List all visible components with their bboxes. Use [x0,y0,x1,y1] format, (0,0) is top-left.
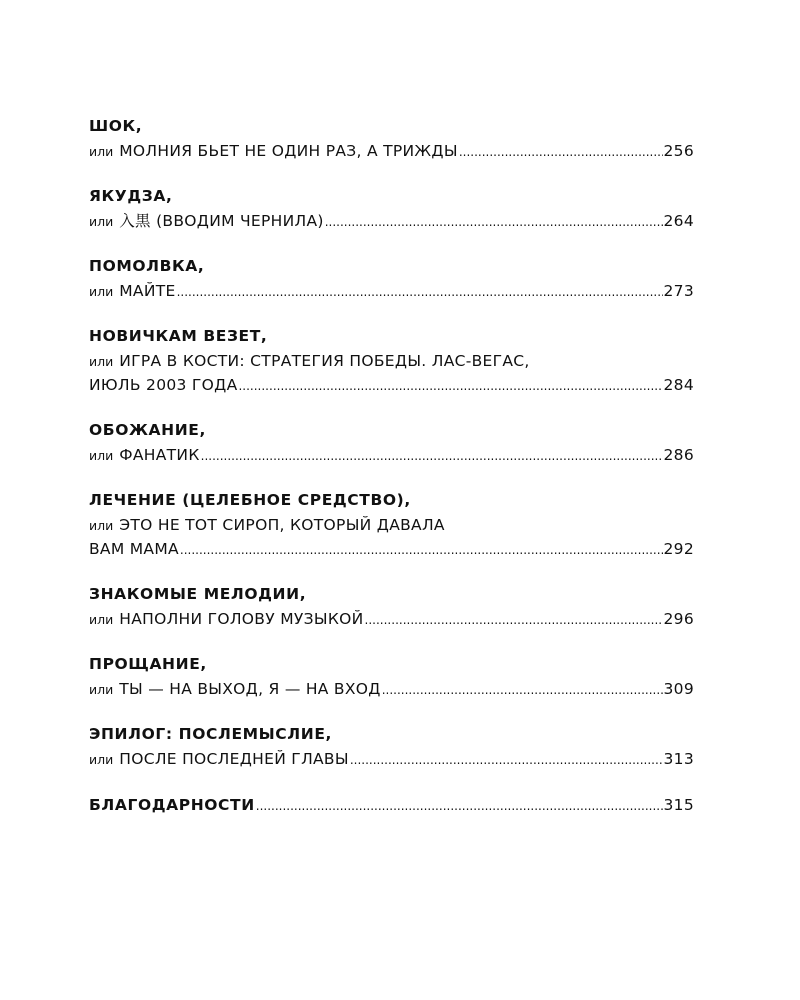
toc-entry-acknowledgements[interactable] [89,793,694,817]
toc-entry-title: БЛАГОДАРНОСТИ [89,796,255,814]
toc-entry-title: ЗНАКОМЫЕ МЕЛОДИИ, [89,585,307,603]
toc-entry-subtitle: 入黒 (ВВОДИМ ЧЕРНИЛА) [119,212,324,230]
toc-entry-page-number: 309 [663,680,694,698]
toc-entry-prefix: или [89,144,114,159]
toc-entry-title: ПОМОЛВКА, [89,257,205,275]
toc-entry-line [89,373,694,397]
toc-entry[interactable] [89,419,694,467]
toc-entry-title: ЯКУДЗА, [89,187,173,205]
toc-entry-line [89,139,694,163]
toc-entry-title: ОБОЖАНИЕ, [89,421,206,439]
toc-entry-prefix: или [89,284,114,299]
toc-entry-line [89,607,694,631]
dot-leader [177,280,663,304]
toc-entry-prefix: или [89,354,114,369]
toc-entry-subtitle: ТЫ — НА ВЫХОД, Я — НА ВХОД [119,680,381,698]
toc-entry-subtitle: МОЛНИЯ БЬЕТ НЕ ОДИН РАЗ, А ТРИЖДЫ [119,142,458,160]
toc-entry-subtitle: ЭТО НЕ ТОТ СИРОП, КОТОРЫЙ ДАВАЛА [119,516,445,534]
table-of-contents [89,115,694,839]
toc-entry-prefix: или [89,448,114,463]
toc-entry-title: ЛЕЧЕНИЕ (ЦЕЛЕБНОЕ СРЕДСТВО), [89,491,411,509]
toc-entry-prefix: или [89,518,114,533]
toc-entry-subtitle: ФАНАТИК [119,446,200,464]
toc-entry-prefix: или [89,752,114,767]
toc-entry-subtitle: МАЙТЕ [119,282,176,300]
toc-entry[interactable] [89,185,694,233]
toc-entry-line [89,349,694,373]
toc-entry-line [89,537,694,561]
toc-entry-page-number: 264 [663,212,694,230]
toc-entry[interactable] [89,723,694,771]
toc-entry-page-number: 296 [663,610,694,628]
toc-entry-line [89,209,694,233]
toc-entry-prefix: или [89,612,114,627]
toc-entry-subtitle: ПОСЛЕ ПОСЛЕДНЕЙ ГЛАВЫ [119,750,349,768]
toc-entry-line [89,793,694,817]
toc-entry-prefix: или [89,214,114,229]
toc-entry-page-number: 313 [663,750,694,768]
toc-entry[interactable] [89,255,694,303]
dot-leader [201,444,663,468]
toc-entry-prefix: или [89,682,114,697]
dot-leader [180,538,663,562]
toc-entry-page-number: 284 [663,376,694,394]
toc-entry-line [89,677,694,701]
toc-entry[interactable] [89,115,694,163]
toc-entry-line [89,747,694,771]
toc-entry[interactable] [89,325,694,397]
dot-leader [459,140,663,164]
toc-entry-subtitle-continued: ВАМ МАМА [89,540,179,558]
dot-leader [382,678,663,702]
toc-entry-line [89,279,694,303]
toc-entry[interactable] [89,489,694,561]
toc-entry-subtitle: ИГРА В КОСТИ: СТРАТЕГИЯ ПОБЕДЫ. ЛАС-ВЕГАС, [119,352,530,370]
toc-entry-page-number: 315 [663,796,694,814]
dot-leader [256,794,663,818]
dot-leader [365,608,663,632]
toc-entry-line [89,443,694,467]
toc-entry-title: ЭПИЛОГ: ПОСЛЕМЫСЛИЕ, [89,725,333,743]
toc-entry-page-number: 286 [663,446,694,464]
toc-entry-page-number: 256 [663,142,694,160]
dot-leader [350,748,663,772]
toc-entry-subtitle-continued: ИЮЛЬ 2003 ГОДА [89,376,238,394]
toc-entry-page-number: 292 [663,540,694,558]
toc-entry[interactable] [89,653,694,701]
dot-leader [325,210,663,234]
toc-entry-title: ПРОЩАНИЕ, [89,655,207,673]
toc-entry-title: ШОК, [89,117,143,135]
toc-entry-subtitle: НАПОЛНИ ГОЛОВУ МУЗЫКОЙ [119,610,364,628]
toc-entry-line [89,513,694,537]
toc-entry-page-number: 273 [663,282,694,300]
dot-leader [238,374,662,398]
toc-entry-title: НОВИЧКАМ ВЕЗЕТ, [89,327,268,345]
toc-entry[interactable] [89,583,694,631]
